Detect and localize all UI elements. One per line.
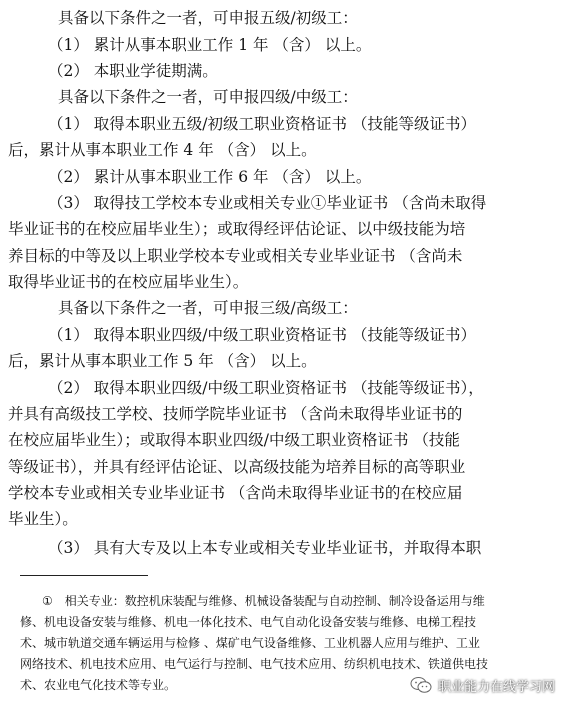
text-line: （2） 取得本职业四级/中级工职业资格证书 （技能等级证书），	[48, 379, 484, 397]
text-line: 后，累计从事本职业工作 4 年 （含） 以上。	[8, 141, 317, 159]
footnote-line: ① 相关专业：数控机床装配与维修、机械设备装配与自动控制、制冷设备运用与维	[42, 594, 485, 608]
text-line: 养目标的中等及以上职业学校本专业或相关专业毕业证书 （含尚未	[8, 247, 463, 265]
text-line: （1） 取得本职业四级/中级工职业资格证书 （技能等级证书）	[48, 326, 476, 344]
text-line: 取得毕业证书的在校应届毕业生）。	[8, 273, 249, 291]
text-line: 并具有高级技工学校、技师学院毕业证书 （含尚未取得毕业证书的	[8, 405, 463, 423]
text-line: 等级证书），并具有经评估论证、以高级技能为培养目标的高等职业	[8, 458, 466, 476]
text-line: （2） 累计从事本职业工作 6 年 （含） 以上。	[48, 168, 372, 186]
footnote-line: 术、农业电气化技术等专业。	[20, 678, 177, 692]
text-line: （1） 累计从事本职业工作 1 年 （含） 以上。	[48, 36, 372, 54]
text-line: 具备以下条件之一者，可申报三级/高级工：	[58, 299, 358, 317]
text-line: 毕业证书的在校应届毕业生）；或取得经评估论证、以中级技能为培	[8, 220, 466, 238]
footnote-line: 网络技术、机电技术应用、电气运行与控制、电气技术应用、纺织机电技术、铁道供电技	[20, 657, 489, 671]
text-line: （3） 取得技工学校本专业或相关专业①毕业证书 （含尚未取得	[48, 194, 487, 212]
text-line: 毕业生）。	[8, 510, 78, 528]
wechat-icon	[410, 676, 432, 694]
footnote-line: 修、机电设备安装与维修、机电一体化技术、电气自动化设备安装与维修、电梯工程技	[20, 615, 477, 629]
footnote-divider	[20, 575, 148, 576]
text-line: （1） 取得本职业五级/初级工职业资格证书 （技能等级证书）	[48, 115, 476, 133]
footnote-line: 术、城市轨道交通车辆运用与检修 、煤矿电气设备维修、工业机器人应用与维护、工业	[20, 636, 480, 650]
text-line: 具备以下条件之一者，可申报五级/初级工：	[58, 9, 358, 27]
watermark-text: 职业能力在线学习网	[437, 679, 555, 695]
text-line: 在校应届毕业生）；或取得本职业四级/中级工职业资格证书 （技能	[8, 431, 460, 449]
text-line: （3） 具有大专及以上本专业或相关专业毕业证书，并取得本职	[48, 539, 482, 557]
watermark	[410, 674, 555, 696]
text-line: 学校本专业或相关专业毕业证书 （含尚未取得毕业证书的在校应届	[8, 484, 463, 502]
text-line: 后，累计从事本职业工作 5 年 （含） 以上。	[8, 352, 317, 370]
text-line: 具备以下条件之一者，可申报四级/中级工：	[58, 88, 358, 106]
text-line: （2） 本职业学徒期满。	[48, 62, 218, 80]
